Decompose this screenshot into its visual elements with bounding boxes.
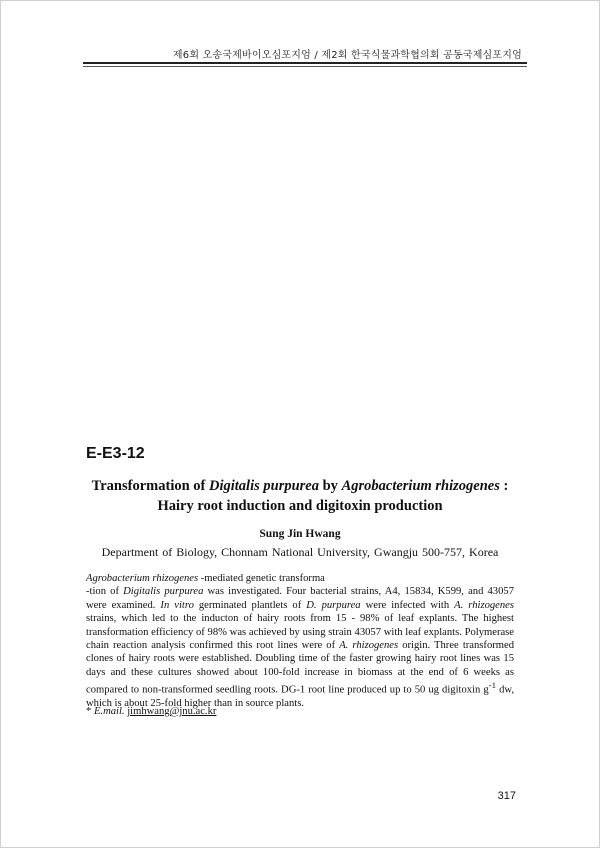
abstract-text: germinated plantlets of <box>193 599 307 611</box>
abstract-text: was investigated. Four bacterial strains, A4, 15834, K599, and 43057 were examined. <box>86 586 514 611</box>
email-label: E.mail. <box>93 706 125 717</box>
title-part: Transformation of <box>91 478 209 494</box>
title-line-2: Hairy root induction and digitoxin production <box>157 498 443 514</box>
abstract-line-1 <box>86 572 514 585</box>
email-line <box>86 706 216 717</box>
paper-title <box>60 476 540 516</box>
title-part: : <box>499 478 509 494</box>
abstract-text: -tion of <box>86 586 124 598</box>
abstract-text: strains, which led to the inducton of hairy roots from 15 - 98% of leaf explants. The highest transformation efficiency of 98% was achieved by using strain 43057 with leaf explants. Polymerase chain reaction analysis confirmed this root lines were of <box>86 613 514 652</box>
email-link[interactable]: jimhwang@jnu.ac.kr <box>127 706 217 717</box>
abstract-italic: Digitalis purpurea <box>123 586 204 598</box>
abstract-italic: A. rhizogenes <box>454 599 514 611</box>
abstract-superscript: -1 <box>488 680 497 691</box>
header-rule-thin <box>83 66 527 67</box>
abstract-italic: D. purpurea <box>306 599 361 611</box>
abstract-text: -mediated genetic transforma <box>198 573 325 584</box>
running-head: 제6회 오송국제바이오심포지엄 / 제2회 한국식물과학협의회 공동국제심포지엄 <box>172 50 522 61</box>
abstract-text: were infected with <box>360 599 455 611</box>
title-part: by <box>318 478 342 494</box>
title-italic: Digitalis purpurea <box>209 478 319 494</box>
abstract-text: dw, which is about 25-fold higher than in source plants. <box>86 684 514 710</box>
page-number: 317 <box>497 790 516 802</box>
abstract-paragraph <box>86 585 514 710</box>
abstract-italic: Agrobacterium rhizogenes <box>86 573 199 584</box>
header-rule-thick <box>83 62 527 64</box>
abstract-italic: In vitro <box>160 599 194 611</box>
abstract-code: E-E3-12 <box>86 445 145 462</box>
abstract-italic: A. rhizogenes <box>339 640 399 652</box>
abstract-body <box>86 572 514 711</box>
title-italic: Agrobacterium rhizogenes <box>341 478 500 494</box>
author-name: Sung Jin Hwang <box>259 528 341 540</box>
affiliation: Department of Biology, Chonnam National University, Gwangju 500-757, Korea <box>101 545 499 559</box>
abstract-text: origin. Three transformed clones of hairy roots were established. Doubling time of the faster growing hairy root lines was 15 days and these cultures showed about 100-fold increase in biomass at the end of 6 weeks as compared to non-transformed seedling roots. DG-1 root line produced up to 50 ug digitoxin g <box>86 640 515 696</box>
email-star: * <box>86 706 94 717</box>
